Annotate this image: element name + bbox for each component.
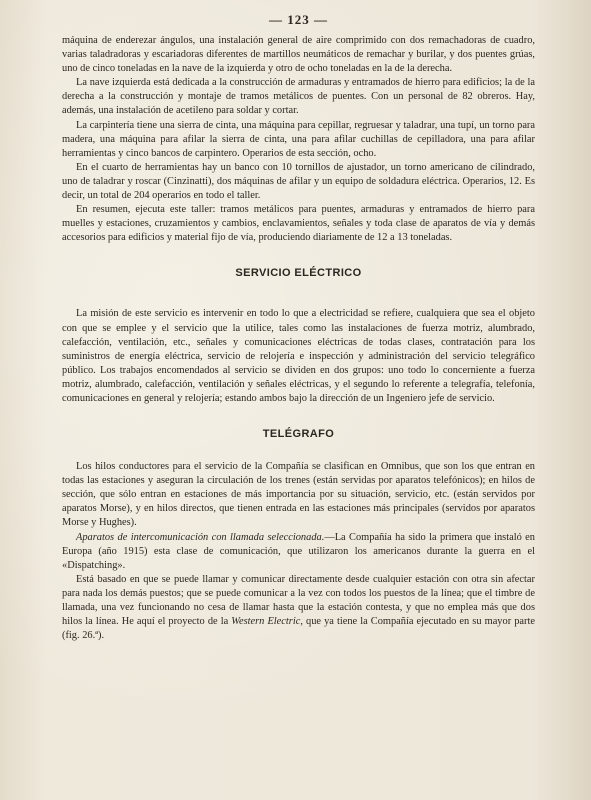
heading-telegrafo: TELÉGRAFO [262,428,335,441]
heading-servicio-electrico: SERVICIO ELÉCTRICO [235,267,362,280]
paragraph-electric-service: La misión de este servicio es intervenir en todo lo que a electricidad se refiere, cualquiera que sea el objeto con que se emplee y el servicio que la utilice, tales como las instalaciones de fuerza motriz, alumbrado, calefacción, ventilación, etc., señales y comunicaciones eléctricas de todas clases, contratación para los suministros de energía eléctrica, servicio de relojería e inspección y administración del servicio telegráfico público. Los trabajos encomendados al servicio se dividen en dos grupos: uno todo lo concerniente a fuerza motriz, alumbrado, calefacción, ventilación y señales eléctricas, y el segundo lo referente a telegrafía, telefonía, comunicaciones en general y relojería; estando ambos bajo la dirección de un Ingeniero jefe de servicio. [62,308,535,404]
paragraph-left-nave: La nave izquierda está dedicada a la construcción de armaduras y entramados de hierro para edificios; la de la derecha a la construcción y montaje de tramos metálicos de puentes. Con un personal de 82 obreros. Hay, además, una instalación de acetileno para soldar y cortar. [62,77,535,117]
intercommunication-title: Aparatos de intercomunicación con llamada seleccionada. [76,531,325,543]
paragraph-carpentry: La carpintería tiene una sierra de cinta, una máquina para cepillar, regruesar y taladrar, una tupí, un torno para madera, una máquina para afilar la sierra de cinta, una para afilar cuchillas de cepilladora, una para afilar herramientas y cinco bancos de carpintero. Operarios de esta sección, ocho. [62,119,535,159]
paragraph-machinery: máquina de enderezar ángulos, una instalación general de aire comprimido con dos remachadoras de cuadro, varias taladradoras y escariadoras diferentes de martillos neumáticos de remachar y burilar, y dos puentes grúas, uno de cinco toneladas en la nave de la izquierda y otro de ocho toneladas en la de la derecha. [62,35,535,75]
based-on-text: Está basado en que se puede llamar y comunicar directamente desde cualquier estación con otra sin afectar para nada los demás puestos; que se puede comunicar a la vez con todos los puestos de la línea; que el timbre de llamada, una vez funcionando no cesa de llamar hasta que la estación contesta, y que no emplea más que dos hilos la línea. He aquí el proyecto de la [62,573,535,628]
intercommunication-text: —La Compañía ha sido la primera que instaló en Europa (año 1915) esta clase de comunicación, que utilizaron los americanos durante la guerra en el «Dispatching». [62,531,535,571]
paragraph-summary: En resumen, ejecuta este taller: tramos metálicos para puentes, armaduras y entramados de hierro para muelles y estaciones, cruzamientos y cambios, enclavamientos, señales y toda clase de aparatos de vía y demás accesorios para edificios y material fijo de vía, produciendo diariamente de 12 a 13 toneladas. [62,204,535,244]
paragraph-conductors: Los hilos conductores para el servicio de la Compañía se clasifican en Omnibus, que son los que entran en todas las estaciones y aseguran la circulación de los trenes (están servidas por aparatos telefónicos); en hilos de sección, que sólo entran en estaciones de más importancia por su situación, servicio, etc. (están servidos por aparatos Morse), y en hilos directos, que tienen entrada en las estaciones más principales (servidos por aparatos Morse y Hughes). [62,461,535,529]
page-number: — 123 — [269,12,328,27]
western-electric-name: Western Electric [231,616,301,628]
based-on-end: , que ya tiene la Compañía ejecutado en su mayor parte (fig. 26.ª). [62,616,535,642]
paragraph-based-on [62,573,535,643]
paragraph-tool-room: En el cuarto de herramientas hay un banco con 10 tornillos de ajustador, un torno americano de cilindrado, uno de taladrar y roscar (Cinzinatti), dos máquinas de afilar y un equipo de soldadura eléctrica. Operarios, 12. Es decir, un total de 204 operarios en todo el taller. [62,161,535,202]
paragraph-intercommunication [62,531,535,573]
